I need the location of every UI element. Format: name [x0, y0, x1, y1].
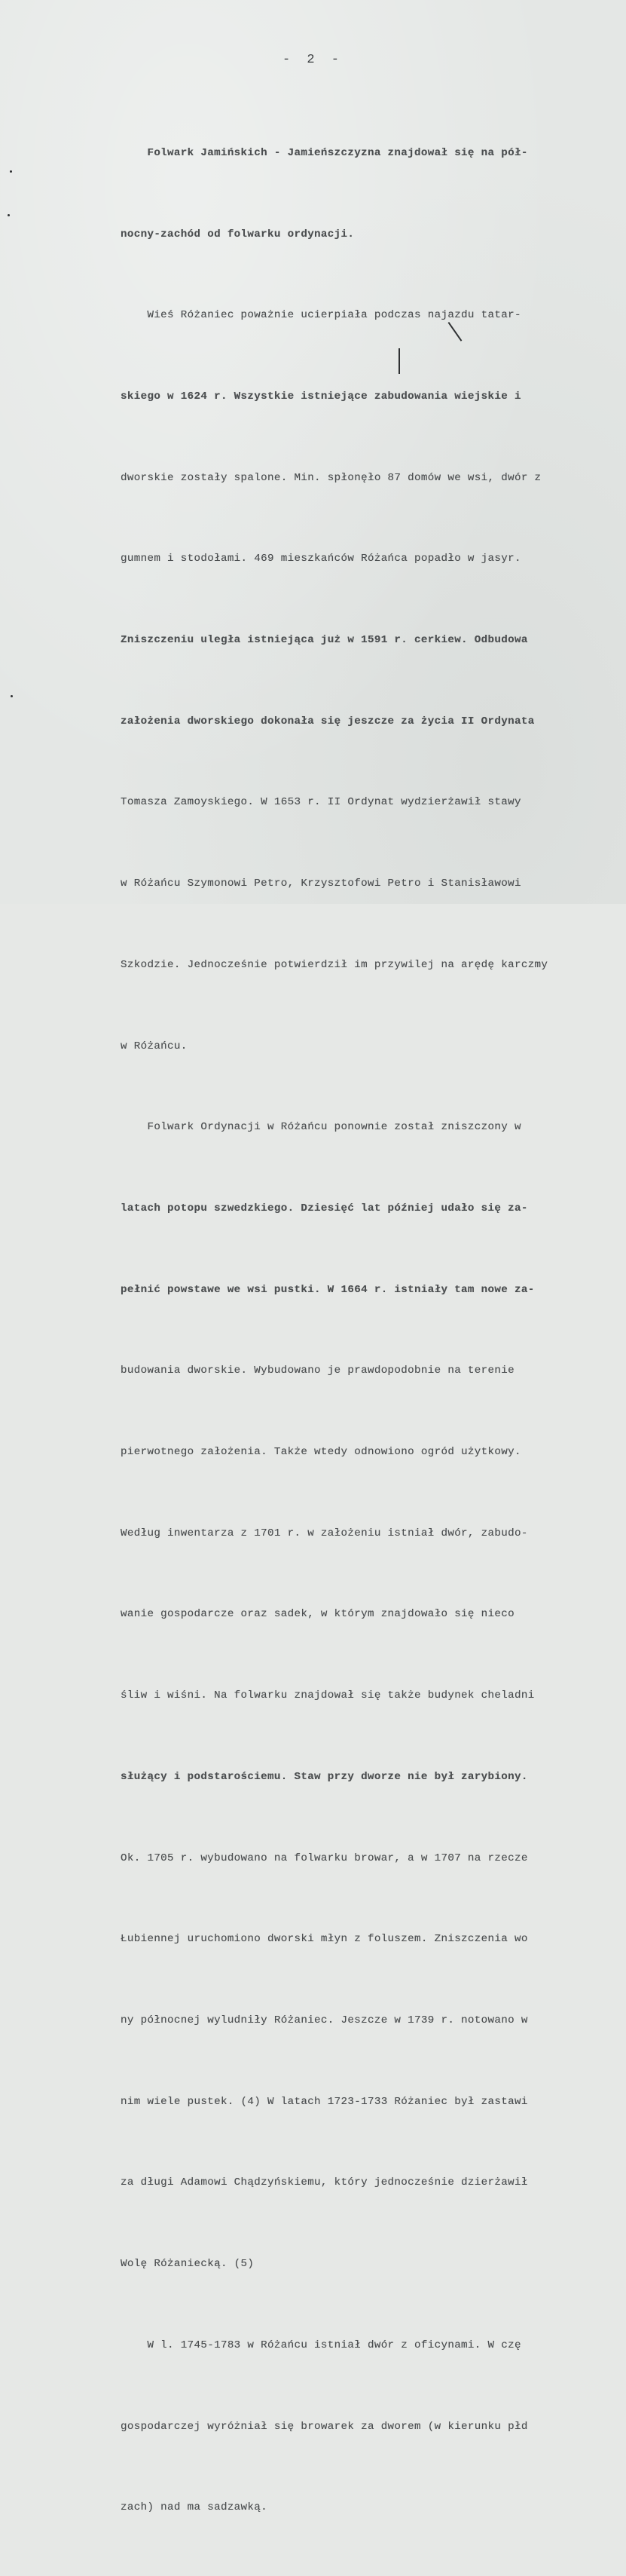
- margin-dot: [8, 214, 10, 216]
- text-line: Folwark Ordynacji w Różańcu ponownie został zniszczony w: [121, 1121, 521, 1134]
- pen-stroke: [399, 348, 400, 374]
- text-line: W l. 1745-1783 w Różańcu istniał dwór z oficynami. W czę: [121, 2339, 521, 2351]
- text-line: założenia dworskiego dokonała się jeszcze za życia II Ordynata: [121, 715, 535, 727]
- margin-dot: [11, 695, 13, 697]
- text-line: gumnem i stodołami. 469 mieszkańców Różańca popadło w jasyr.: [121, 553, 521, 565]
- margin-dot: [10, 170, 12, 173]
- text-line: pierwotnego założenia. Także wtedy odnowiono ogród użytkowy.: [121, 1446, 521, 1459]
- text-line: ny północnej wyludniły Różaniec. Jeszcze w 1739 r. notowano w: [121, 2014, 528, 2026]
- text-line: budowania dworskie. Wybudowano je prawdopodobnie na terenie: [121, 1365, 515, 1377]
- text-line: nocny-zachód od folwarku ordynacji.: [121, 228, 355, 240]
- text-line: zach) nad ma sadzawką.: [121, 2501, 268, 2514]
- page-number: - 2 -: [282, 53, 344, 67]
- text-line: nim wiele pustek. (4) W latach 1723-1733 Różaniec był zastawi: [121, 2095, 528, 2108]
- body-text: [121, 86, 618, 2576]
- text-line: w Różańcu Szymonowi Petro, Krzysztofowi Petro i Stanisławowi: [121, 878, 521, 890]
- text-line: w Różańcu.: [121, 1040, 188, 1052]
- text-line: Ok. 1705 r. wybudowano na folwarku browar, a w 1707 na rzecze: [121, 1852, 528, 1864]
- text-line: skiego w 1624 r. Wszystkie istniejące zabudowania wiejskie i: [121, 390, 521, 403]
- text-line: Zniszczeniu uległa istniejąca już w 1591 r. cerkiew. Odbudowa: [121, 634, 528, 647]
- text-line: służący i podstarościemu. Staw przy dworze nie był zarybiony.: [121, 1770, 528, 1783]
- text-line: latach potopu szwedzkiego. Dziesięć lat później udało się za-: [121, 1202, 528, 1214]
- text-line: Łubiennej uruchomiono dworski młyn z foluszem. Zniszczenia wo: [121, 1933, 528, 1946]
- text-line: gospodarczej wyróżniał się browarek za dworem (w kierunku płd: [121, 2420, 528, 2433]
- text-line: za długi Adamowi Chądzyńskiemu, który jednocześnie dzierżawił: [121, 2176, 528, 2189]
- text-line: śliw i wiśni. Na folwarku znajdował się także budynek cheladni: [121, 1689, 535, 1702]
- text-line: Wieś Różaniec poważnie ucierpiała podczas najazdu tatar-: [121, 309, 521, 322]
- text-line: Według inwentarza z 1701 r. w założeniu istniał dwór, zabudo-: [121, 1527, 528, 1539]
- text-line: Wolę Różaniecką. (5): [121, 2258, 255, 2271]
- text-line: pełnić powstawe we wsi pustki. W 1664 r. istniały tam nowe za-: [121, 1283, 535, 1296]
- text-line: Szkodzie. Jednocześnie potwierdził im przywilej na arędę karczmy: [121, 958, 548, 971]
- text-line: Tomasza Zamoyskiego. W 1653 r. II Ordynat wydzierżawił stawy: [121, 796, 521, 809]
- text-line: wanie gospodarcze oraz sadek, w którym znajdowało się nieco: [121, 1608, 515, 1621]
- text-line: dworskie zostały spalone. Min. spłonęło 87 domów we wsi, dwór z: [121, 471, 542, 484]
- text-line: Folwark Jamińskich - Jamieńszczyzna znajdował się na pół-: [121, 146, 528, 159]
